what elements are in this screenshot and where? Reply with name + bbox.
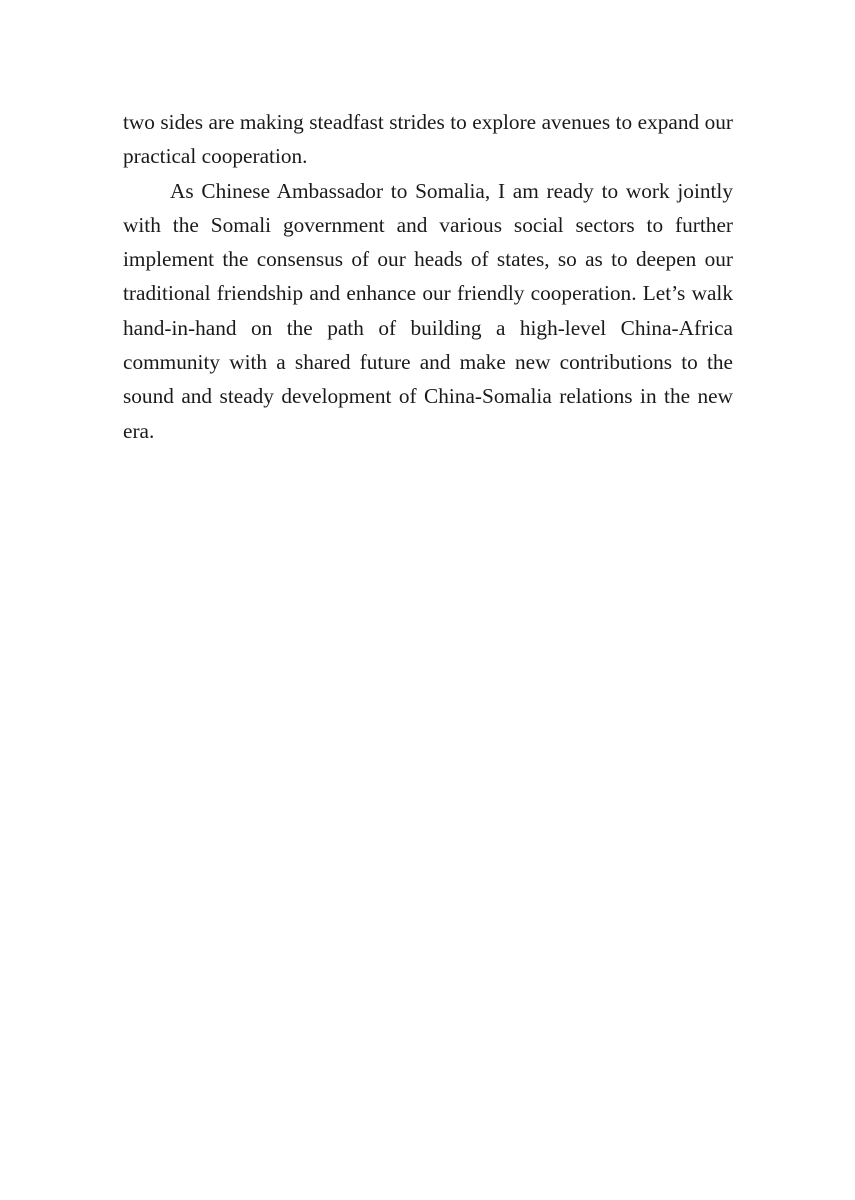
document-body xyxy=(123,105,733,448)
paragraph-continuation: two sides are making steadfast strides to explore avenues to expand our practical cooperation. xyxy=(123,110,733,169)
paragraph-ambassador-statement: As Chinese Ambassador to Somalia, I am ready to work jointly with the Somali government and various social sectors to further implement the consensus of our heads of states, so as to deepen our traditional friendship and enhance our friendly cooperation. Let’s walk hand-in-hand on the path of building a high-level China-Africa community with a shared future and make new contributions to the sound and steady development of China-Somalia relations in the new era. xyxy=(123,178,733,443)
